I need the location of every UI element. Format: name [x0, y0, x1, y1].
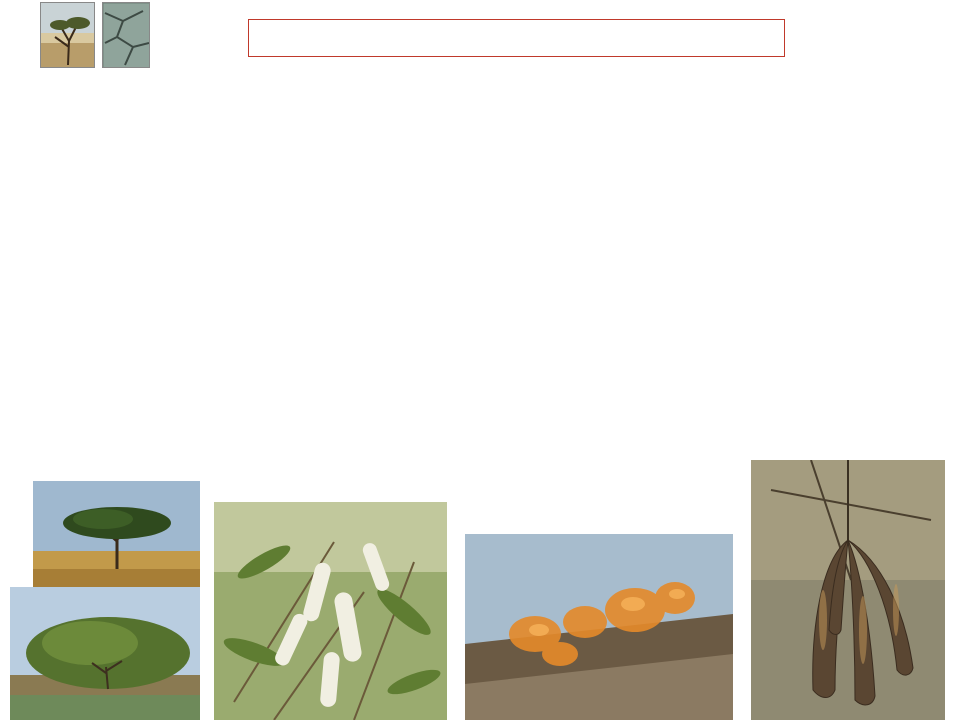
slide-title-box: [248, 19, 785, 57]
photo-seed-pods: [751, 460, 945, 720]
photo-gum-arabic: [465, 534, 733, 720]
photo-acacia-savanna: [33, 481, 200, 592]
photo-acacia-flowers: [214, 502, 447, 720]
thumbnail-cracked-soil: [102, 2, 150, 68]
paragraph-sources: [28, 181, 939, 199]
body-text: [28, 181, 939, 199]
photo-acacia-bush: [10, 587, 200, 720]
thumbnail-arid-tree: [40, 2, 95, 68]
